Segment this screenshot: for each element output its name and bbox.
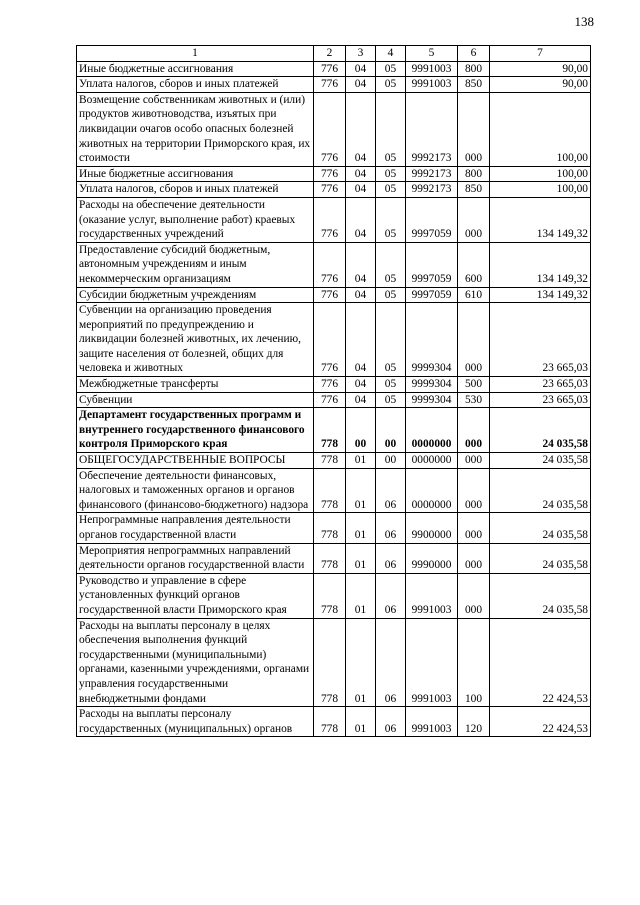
item-name: Руководство и управление в сфере установленных функций органов государственной власти Приморского края — [77, 573, 314, 618]
expense-type-code: 500 — [458, 377, 490, 393]
subsection-code: 05 — [376, 303, 406, 377]
table-row — [77, 513, 591, 543]
ministry-code: 778 — [314, 468, 346, 513]
ministry-code: 776 — [314, 182, 346, 198]
ministry-code: 776 — [314, 92, 346, 166]
ministry-code: 778 — [314, 408, 346, 453]
table-row — [77, 543, 591, 573]
subsection-code: 05 — [376, 287, 406, 303]
expense-type-code: 000 — [458, 468, 490, 513]
subsection-code: 00 — [376, 408, 406, 453]
target-article-code: 0000000 — [406, 408, 458, 453]
expense-type-code: 100 — [458, 618, 490, 707]
ministry-code: 776 — [314, 303, 346, 377]
target-article-code: 9900000 — [406, 513, 458, 543]
budget-table — [76, 45, 591, 737]
target-article-code: 9991003 — [406, 707, 458, 737]
item-name: Уплата налогов, сборов и иных платежей — [77, 182, 314, 198]
table-row — [77, 242, 591, 287]
subsection-code: 00 — [376, 453, 406, 469]
item-name: Субсидии бюджетным учреждениям — [77, 287, 314, 303]
header-cell: 7 — [490, 46, 591, 62]
expense-type-code: 000 — [458, 453, 490, 469]
section-code: 04 — [346, 377, 376, 393]
amount: 23 665,03 — [490, 392, 591, 408]
target-article-code: 9999304 — [406, 392, 458, 408]
table-row — [77, 303, 591, 377]
header-cell: 3 — [346, 46, 376, 62]
target-article-code: 9992173 — [406, 166, 458, 182]
ministry-code: 776 — [314, 287, 346, 303]
amount: 90,00 — [490, 77, 591, 93]
ministry-code: 776 — [314, 377, 346, 393]
subsection-code: 06 — [376, 513, 406, 543]
item-name: Субвенции — [77, 392, 314, 408]
target-article-code: 0000000 — [406, 453, 458, 469]
amount: 134 149,32 — [490, 242, 591, 287]
expense-type-code: 610 — [458, 287, 490, 303]
amount: 24 035,58 — [490, 453, 591, 469]
target-article-code: 9997059 — [406, 242, 458, 287]
ministry-code: 778 — [314, 618, 346, 707]
subsection-code: 05 — [376, 242, 406, 287]
section-code: 04 — [346, 92, 376, 166]
item-name: Обеспечение деятельности финансовых, налоговых и таможенных органов и органов финансового (финансово-бюджетного) надзора — [77, 468, 314, 513]
section-code: 04 — [346, 166, 376, 182]
subsection-code: 06 — [376, 468, 406, 513]
amount: 134 149,32 — [490, 287, 591, 303]
subsection-code: 06 — [376, 543, 406, 573]
table-header-row — [77, 46, 591, 62]
item-name: Расходы на выплаты персоналу государственных (муниципальных) органов — [77, 707, 314, 737]
ministry-code: 776 — [314, 242, 346, 287]
header-cell: 6 — [458, 46, 490, 62]
item-name: Расходы на выплаты персоналу в целях обеспечения выполнения функций государственными (муниципальными) органами, казенными учреждениями, органами управления государственными внебюджетными фондами — [77, 618, 314, 707]
item-name: Межбюджетные трансферты — [77, 377, 314, 393]
target-article-code: 9992173 — [406, 182, 458, 198]
item-name: Департамент государственных программ и внутреннего государственного финансового контроля Приморского края — [77, 408, 314, 453]
target-article-code: 9997059 — [406, 287, 458, 303]
amount: 24 035,58 — [490, 408, 591, 453]
table-row — [77, 92, 591, 166]
amount: 22 424,53 — [490, 618, 591, 707]
subsection-code: 05 — [376, 182, 406, 198]
expense-type-code: 000 — [458, 303, 490, 377]
section-code: 01 — [346, 468, 376, 513]
subsection-code: 05 — [376, 61, 406, 77]
target-article-code: 9991003 — [406, 77, 458, 93]
subsection-code: 05 — [376, 166, 406, 182]
table-row — [77, 287, 591, 303]
expense-type-code: 000 — [458, 197, 490, 242]
target-article-code: 9999304 — [406, 303, 458, 377]
amount: 134 149,32 — [490, 197, 591, 242]
section-code: 04 — [346, 182, 376, 198]
section-code: 04 — [346, 61, 376, 77]
header-cell: 4 — [376, 46, 406, 62]
amount: 23 665,03 — [490, 377, 591, 393]
table-row — [77, 392, 591, 408]
amount: 90,00 — [490, 61, 591, 77]
section-code: 01 — [346, 707, 376, 737]
header-cell: 5 — [406, 46, 458, 62]
item-name: Расходы на обеспечение деятельности (оказание услуг, выполнение работ) краевых государственных учреждений — [77, 197, 314, 242]
target-article-code: 9991003 — [406, 618, 458, 707]
ministry-code: 776 — [314, 77, 346, 93]
section-code: 04 — [346, 242, 376, 287]
item-name: Мероприятия непрограммных направлений деятельности органов государственной власти — [77, 543, 314, 573]
header-cell: 1 — [77, 46, 314, 62]
ministry-code: 776 — [314, 392, 346, 408]
subsection-code: 05 — [376, 377, 406, 393]
section-code: 00 — [346, 408, 376, 453]
amount: 24 035,58 — [490, 468, 591, 513]
item-name: Возмещение собственникам животных и (или) продуктов животноводства, изъятых при ликвидации очагов особо опасных болезней животных на территории Приморского края, их стоимости — [77, 92, 314, 166]
amount: 100,00 — [490, 182, 591, 198]
target-article-code: 9999304 — [406, 377, 458, 393]
target-article-code: 9992173 — [406, 92, 458, 166]
table-row — [77, 197, 591, 242]
amount: 23 665,03 — [490, 303, 591, 377]
table-row — [77, 468, 591, 513]
page-number: 138 — [574, 14, 594, 29]
table-row — [77, 77, 591, 93]
item-name: Уплата налогов, сборов и иных платежей — [77, 77, 314, 93]
table-row — [77, 408, 591, 453]
section-code: 04 — [346, 287, 376, 303]
section-code: 04 — [346, 197, 376, 242]
section-code: 01 — [346, 543, 376, 573]
table-row — [77, 618, 591, 707]
target-article-code: 0000000 — [406, 468, 458, 513]
amount: 100,00 — [490, 92, 591, 166]
table-row — [77, 61, 591, 77]
expense-type-code: 000 — [458, 573, 490, 618]
target-article-code: 9991003 — [406, 61, 458, 77]
amount: 24 035,58 — [490, 513, 591, 543]
expense-type-code: 850 — [458, 182, 490, 198]
expense-type-code: 530 — [458, 392, 490, 408]
ministry-code: 778 — [314, 543, 346, 573]
item-name: Иные бюджетные ассигнования — [77, 61, 314, 77]
amount: 100,00 — [490, 166, 591, 182]
section-code: 01 — [346, 513, 376, 543]
expense-type-code: 000 — [458, 513, 490, 543]
amount: 24 035,58 — [490, 573, 591, 618]
table-row — [77, 377, 591, 393]
target-article-code: 9991003 — [406, 573, 458, 618]
expense-type-code: 120 — [458, 707, 490, 737]
amount: 24 035,58 — [490, 543, 591, 573]
ministry-code: 778 — [314, 513, 346, 543]
ministry-code: 776 — [314, 61, 346, 77]
expense-type-code: 000 — [458, 92, 490, 166]
item-name: ОБЩЕГОСУДАРСТВЕННЫЕ ВОПРОСЫ — [77, 453, 314, 469]
item-name: Субвенции на организацию проведения мероприятий по предупреждению и ликвидации болезней животных, их лечению, защите населения от болезней, общих для человека и животных — [77, 303, 314, 377]
subsection-code: 06 — [376, 573, 406, 618]
item-name: Иные бюджетные ассигнования — [77, 166, 314, 182]
ministry-code: 778 — [314, 707, 346, 737]
amount: 22 424,53 — [490, 707, 591, 737]
expense-type-code: 850 — [458, 77, 490, 93]
subsection-code: 06 — [376, 618, 406, 707]
table-row — [77, 453, 591, 469]
target-article-code: 9990000 — [406, 543, 458, 573]
section-code: 04 — [346, 77, 376, 93]
subsection-code: 05 — [376, 392, 406, 408]
section-code: 01 — [346, 618, 376, 707]
expense-type-code: 800 — [458, 61, 490, 77]
section-code: 04 — [346, 392, 376, 408]
expense-type-code: 000 — [458, 408, 490, 453]
expense-type-code: 000 — [458, 543, 490, 573]
ministry-code: 776 — [314, 166, 346, 182]
ministry-code: 776 — [314, 197, 346, 242]
ministry-code: 778 — [314, 453, 346, 469]
subsection-code: 05 — [376, 77, 406, 93]
ministry-code: 778 — [314, 573, 346, 618]
section-code: 01 — [346, 453, 376, 469]
header-cell: 2 — [314, 46, 346, 62]
table-row — [77, 182, 591, 198]
section-code: 04 — [346, 303, 376, 377]
table-row — [77, 573, 591, 618]
expense-type-code: 800 — [458, 166, 490, 182]
target-article-code: 9997059 — [406, 197, 458, 242]
expense-type-code: 600 — [458, 242, 490, 287]
item-name: Предоставление субсидий бюджетным, автономным учреждениям и иным некоммерческим организациям — [77, 242, 314, 287]
table-row — [77, 166, 591, 182]
table-row — [77, 707, 591, 737]
subsection-code: 05 — [376, 92, 406, 166]
subsection-code: 05 — [376, 197, 406, 242]
section-code: 01 — [346, 573, 376, 618]
subsection-code: 06 — [376, 707, 406, 737]
item-name: Непрограммные направления деятельности органов государственной власти — [77, 513, 314, 543]
